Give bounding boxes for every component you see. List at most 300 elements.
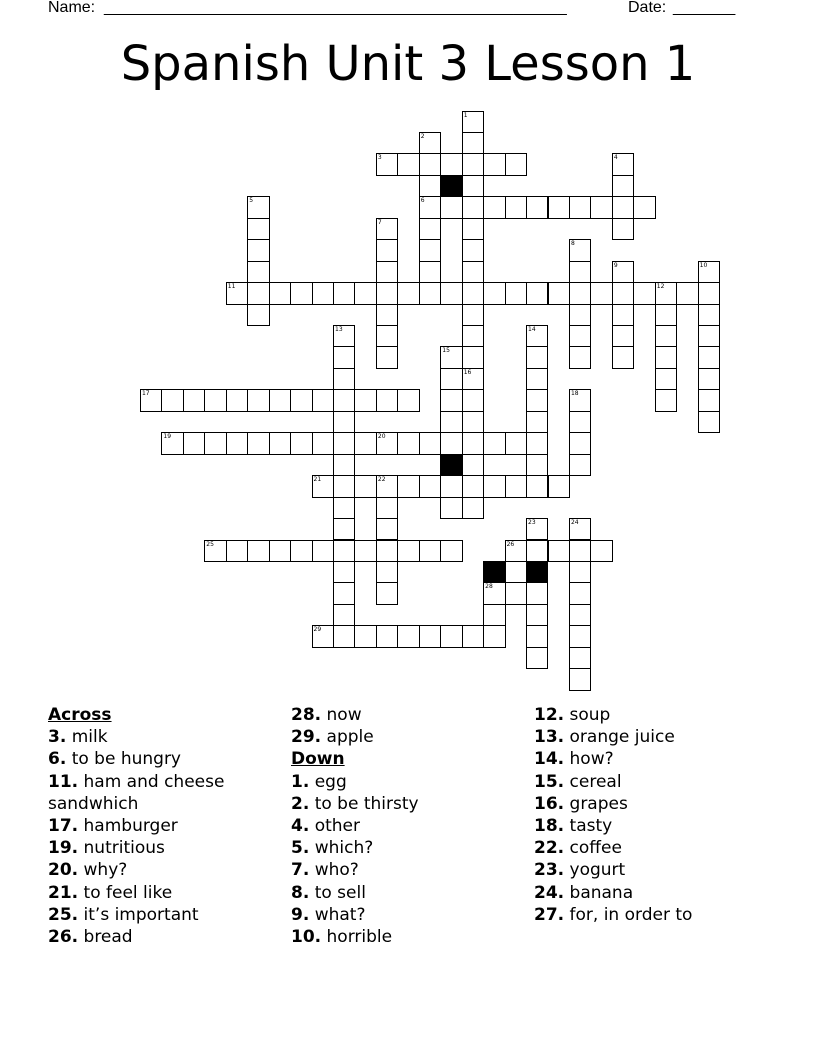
- grid-cell[interactable]: [483, 153, 505, 175]
- clue-item: [291, 882, 511, 904]
- grid-cell[interactable]: [290, 432, 312, 454]
- grid-cell[interactable]: [612, 196, 634, 218]
- grid-cell[interactable]: [269, 432, 291, 454]
- grid-cell[interactable]: [548, 282, 570, 304]
- clue-item-number: 6.: [48, 749, 67, 770]
- grid-cell[interactable]: [397, 540, 419, 562]
- grid-cell[interactable]: [462, 239, 484, 261]
- grid-cell[interactable]: [462, 282, 484, 304]
- grid-cell[interactable]: [462, 304, 484, 326]
- grid-cell[interactable]: [505, 153, 527, 175]
- grid-cell[interactable]: [462, 196, 484, 218]
- clue-number: 11: [227, 283, 236, 291]
- clue-item-number: 13.: [534, 727, 565, 748]
- grid-cell[interactable]: [333, 518, 355, 540]
- grid-cell[interactable]: [290, 540, 312, 562]
- grid-cell[interactable]: [698, 304, 720, 326]
- grid-cell[interactable]: [698, 282, 720, 304]
- grid-cell[interactable]: [333, 582, 355, 604]
- grid-cell[interactable]: [183, 389, 205, 411]
- clue-item-number: 10.: [291, 927, 322, 948]
- grid-cell[interactable]: [333, 540, 355, 562]
- grid-cell[interactable]: [333, 625, 355, 647]
- clue-item: [534, 748, 774, 770]
- grid-cell[interactable]: [354, 432, 376, 454]
- grid-cell[interactable]: [247, 389, 269, 411]
- grid-cell[interactable]: [376, 261, 398, 283]
- clue-item-text: milk: [66, 727, 108, 748]
- grid-cell[interactable]: [397, 475, 419, 497]
- grid-cell[interactable]: [440, 153, 462, 175]
- clue-item: [48, 882, 248, 904]
- grid-cell[interactable]: [526, 540, 548, 562]
- grid-cell[interactable]: [548, 196, 570, 218]
- grid-cell[interactable]: [269, 540, 291, 562]
- clue-item-text: it’s important: [78, 904, 199, 925]
- clue-item-number: 5.: [291, 838, 310, 859]
- grid-cell[interactable]: [569, 668, 591, 690]
- grid-cell[interactable]: [333, 432, 355, 454]
- grid-cell[interactable]: [204, 389, 226, 411]
- grid-cell[interactable]: [419, 432, 441, 454]
- clue-item-text: horrible: [321, 927, 393, 948]
- clue-item-number: 15.: [534, 771, 565, 792]
- grid-cell[interactable]: [312, 432, 334, 454]
- grid-cell[interactable]: [333, 368, 355, 390]
- grid-cell[interactable]: [590, 540, 612, 562]
- grid-cell[interactable]: [462, 346, 484, 368]
- grid-cell[interactable]: [698, 346, 720, 368]
- clue-number: 9: [613, 261, 618, 269]
- clue-item-text: egg: [309, 771, 347, 792]
- name-input-line[interactable]: ____________________________________________________: [104, 0, 567, 16]
- clue-number: 23: [528, 519, 536, 527]
- grid-cell[interactable]: [655, 346, 677, 368]
- grid-cell[interactable]: [676, 282, 698, 304]
- clue-item: [48, 815, 248, 837]
- clue-item-number: 21.: [48, 882, 79, 903]
- clue-number: 15: [442, 347, 450, 355]
- grid-cell[interactable]: [333, 561, 355, 583]
- grid-cell[interactable]: [440, 196, 462, 218]
- clue-number: 22: [377, 476, 386, 484]
- grid-cell[interactable]: [333, 346, 355, 368]
- grid-cell[interactable]: [397, 625, 419, 647]
- grid-cell[interactable]: [376, 582, 398, 604]
- grid-cell[interactable]: [247, 304, 269, 326]
- grid-cell[interactable]: [333, 282, 355, 304]
- grid-cell[interactable]: [548, 540, 570, 562]
- black-cell: [440, 454, 462, 476]
- clue-item: [534, 704, 774, 726]
- clue-item-text: other: [309, 816, 360, 837]
- grid-cell[interactable]: [440, 475, 462, 497]
- grid-cell[interactable]: [397, 282, 419, 304]
- grid-cell[interactable]: [526, 475, 548, 497]
- grid-cell[interactable]: [419, 239, 441, 261]
- clue-item-number: 20.: [48, 860, 79, 881]
- clue-item-text: what?: [309, 904, 366, 925]
- grid-cell[interactable]: [462, 475, 484, 497]
- grid-cell[interactable]: [440, 432, 462, 454]
- grid-cell[interactable]: [376, 325, 398, 347]
- clue-item-number: 16.: [534, 793, 565, 814]
- grid-cell[interactable]: [226, 389, 248, 411]
- grid-cell[interactable]: [397, 153, 419, 175]
- grid-cell[interactable]: [633, 196, 655, 218]
- clue-item-number: 27.: [534, 904, 565, 925]
- clue-number: 2: [420, 132, 425, 140]
- clue-item-text: soup: [564, 705, 611, 725]
- down-clue-list-continued: [534, 704, 774, 926]
- clue-item-number: 25.: [48, 904, 79, 925]
- grid-cell[interactable]: [397, 432, 419, 454]
- grid-cell[interactable]: [612, 346, 634, 368]
- grid-cell[interactable]: [526, 647, 548, 669]
- grid-cell[interactable]: [483, 282, 505, 304]
- grid-cell[interactable]: [590, 196, 612, 218]
- clue-item: [48, 904, 248, 926]
- grid-cell[interactable]: [440, 540, 462, 562]
- clue-item: [291, 837, 511, 859]
- grid-cell[interactable]: [462, 175, 484, 197]
- grid-cell[interactable]: [569, 454, 591, 476]
- clue-item: [291, 726, 511, 748]
- grid-cell[interactable]: [505, 582, 527, 604]
- grid-cell[interactable]: [548, 475, 570, 497]
- clue-item: [534, 837, 774, 859]
- clue-item: [291, 771, 511, 793]
- clue-number: 6: [420, 197, 425, 205]
- clue-item: [291, 815, 511, 837]
- across-heading: Across: [48, 705, 112, 725]
- clue-item-number: 26.: [48, 927, 79, 948]
- page-title: Spanish Unit 3 Lesson 1: [120, 36, 696, 92]
- clue-item-number: 14.: [534, 749, 565, 770]
- clue-item: [291, 904, 511, 926]
- clue-item-text: cereal: [564, 771, 622, 792]
- grid-cell[interactable]: [247, 432, 269, 454]
- grid-cell[interactable]: [505, 475, 527, 497]
- clue-number: 16: [463, 368, 472, 376]
- clue-item-number: 24.: [534, 882, 565, 903]
- grid-cell[interactable]: [419, 175, 441, 197]
- clue-item-text: why?: [78, 860, 128, 881]
- grid-cell[interactable]: [462, 454, 484, 476]
- clue-item: [48, 859, 248, 881]
- clue-item-text: now: [321, 705, 362, 725]
- clue-item: [48, 837, 248, 859]
- grid-cell[interactable]: [312, 389, 334, 411]
- clue-number: 3: [377, 154, 382, 162]
- clue-item-text: banana: [564, 882, 634, 903]
- grid-cell[interactable]: [462, 432, 484, 454]
- grid-cell[interactable]: [526, 346, 548, 368]
- grid-cell[interactable]: [269, 282, 291, 304]
- clue-item-number: 9.: [291, 904, 310, 925]
- name-label: Name:: [48, 0, 96, 16]
- clue-item: [534, 793, 774, 815]
- grid-cell[interactable]: [462, 497, 484, 519]
- grid-cell[interactable]: [612, 282, 634, 304]
- grid-cell[interactable]: [526, 196, 548, 218]
- clue-item-text: to be thirsty: [309, 793, 419, 814]
- grid-cell[interactable]: [376, 540, 398, 562]
- clue-item-number: 7.: [291, 860, 310, 881]
- grid-cell[interactable]: [333, 497, 355, 519]
- grid-cell[interactable]: [376, 625, 398, 647]
- clue-item: [534, 815, 774, 837]
- clue-item-text: apple: [321, 727, 374, 748]
- grid-cell[interactable]: [419, 625, 441, 647]
- clue-item-number: 8.: [291, 882, 310, 903]
- grid-cell[interactable]: [333, 411, 355, 433]
- grid-cell[interactable]: [505, 282, 527, 304]
- grid-cell[interactable]: [462, 153, 484, 175]
- grid-cell[interactable]: [440, 282, 462, 304]
- clue-item: [534, 904, 774, 926]
- clue-item-number: 19.: [48, 838, 79, 859]
- grid-cell[interactable]: [526, 454, 548, 476]
- clue-item-number: 4.: [291, 816, 310, 837]
- grid-cell[interactable]: [333, 389, 355, 411]
- grid-cell[interactable]: [569, 346, 591, 368]
- clue-item-text: grapes: [564, 793, 628, 814]
- clue-item: [534, 771, 774, 793]
- grid-cell[interactable]: [354, 540, 376, 562]
- grid-cell[interactable]: [290, 282, 312, 304]
- clue-number: 13: [335, 326, 343, 333]
- grid-cell[interactable]: [526, 389, 548, 411]
- grid-cell[interactable]: [440, 389, 462, 411]
- across-clue-list-continued: [291, 704, 511, 748]
- grid-cell[interactable]: [698, 325, 720, 347]
- grid-cell[interactable]: [376, 346, 398, 368]
- grid-cell[interactable]: [462, 411, 484, 433]
- clue-number: 26: [506, 540, 515, 548]
- grid-cell[interactable]: [161, 389, 183, 411]
- grid-cell[interactable]: [655, 304, 677, 326]
- grid-cell[interactable]: [569, 325, 591, 347]
- grid-cell[interactable]: [419, 475, 441, 497]
- grid-cell[interactable]: [526, 432, 548, 454]
- date-input-line[interactable]: _______: [673, 0, 736, 16]
- grid-cell[interactable]: [569, 604, 591, 626]
- clue-item-number: 23.: [534, 860, 565, 881]
- grid-cell[interactable]: [462, 325, 484, 347]
- clue-item-text: to be hungry: [66, 749, 181, 770]
- grid-cell[interactable]: [655, 368, 677, 390]
- grid-cell[interactable]: [183, 432, 205, 454]
- grid-cell[interactable]: [483, 604, 505, 626]
- clue-number: 28: [485, 583, 493, 591]
- clue-item-text: bread: [78, 927, 133, 948]
- grid-cell[interactable]: [569, 540, 591, 562]
- grid-cell[interactable]: [612, 325, 634, 347]
- grid-cell[interactable]: [204, 432, 226, 454]
- clue-number: 14: [528, 326, 536, 333]
- clue-item-text: who?: [309, 860, 359, 881]
- clue-item-text: nutritious: [78, 838, 165, 859]
- black-cell: [440, 175, 462, 197]
- grid-cell[interactable]: [483, 196, 505, 218]
- grid-cell[interactable]: [569, 196, 591, 218]
- grid-cell[interactable]: [376, 282, 398, 304]
- grid-cell[interactable]: [376, 304, 398, 326]
- clue-number: 25: [206, 540, 214, 548]
- grid-cell[interactable]: [655, 325, 677, 347]
- grid-cell[interactable]: [462, 389, 484, 411]
- grid-cell[interactable]: [376, 239, 398, 261]
- grid-cell[interactable]: [612, 175, 634, 197]
- clue-item-number: 2.: [291, 793, 310, 814]
- grid-cell[interactable]: [247, 239, 269, 261]
- grid-cell[interactable]: [526, 368, 548, 390]
- clue-item-text: orange juice: [564, 727, 675, 748]
- grid-cell[interactable]: [354, 625, 376, 647]
- clue-number: 18: [570, 390, 579, 398]
- grid-cell[interactable]: [569, 261, 591, 283]
- grid-cell[interactable]: [569, 582, 591, 604]
- clue-number: 29: [313, 626, 322, 634]
- grid-cell[interactable]: [590, 282, 612, 304]
- grid-cell[interactable]: [269, 389, 291, 411]
- clue-item: [48, 926, 248, 948]
- grid-cell[interactable]: [526, 604, 548, 626]
- grid-cell[interactable]: [354, 282, 376, 304]
- grid-cell[interactable]: [526, 625, 548, 647]
- clue-item-text: to sell: [309, 882, 366, 903]
- grid-cell[interactable]: [483, 475, 505, 497]
- grid-cell[interactable]: [247, 282, 269, 304]
- grid-cell[interactable]: [526, 582, 548, 604]
- clue-item: [291, 704, 511, 726]
- clue-item-number: 29.: [291, 727, 322, 748]
- grid-cell[interactable]: [376, 561, 398, 583]
- grid-cell[interactable]: [505, 196, 527, 218]
- clue-item: [291, 926, 511, 948]
- grid-cell[interactable]: [633, 282, 655, 304]
- grid-cell[interactable]: [419, 218, 441, 240]
- grid-cell[interactable]: [569, 282, 591, 304]
- grid-cell[interactable]: [226, 432, 248, 454]
- grid-cell[interactable]: [376, 518, 398, 540]
- grid-cell[interactable]: [612, 304, 634, 326]
- grid-cell[interactable]: [419, 540, 441, 562]
- grid-cell[interactable]: [354, 389, 376, 411]
- grid-cell[interactable]: [462, 218, 484, 240]
- grid-cell[interactable]: [440, 368, 462, 390]
- grid-cell[interactable]: [526, 282, 548, 304]
- clue-item: [48, 748, 248, 770]
- grid-cell[interactable]: [526, 411, 548, 433]
- grid-cell[interactable]: [462, 625, 484, 647]
- grid-cell[interactable]: [290, 389, 312, 411]
- clue-number: 7: [377, 218, 382, 226]
- grid-cell[interactable]: [376, 389, 398, 411]
- grid-cell[interactable]: [569, 304, 591, 326]
- grid-cell[interactable]: [440, 625, 462, 647]
- grid-cell[interactable]: [569, 411, 591, 433]
- clue-item-text: coffee: [564, 838, 622, 859]
- clue-item: [48, 726, 248, 748]
- grid-cell[interactable]: [569, 432, 591, 454]
- clue-number: 24: [570, 519, 579, 527]
- clue-number: 5: [249, 197, 254, 205]
- clue-item-number: 12.: [534, 705, 565, 725]
- grid-cell[interactable]: [505, 432, 527, 454]
- clue-item-text: how?: [564, 749, 614, 770]
- grid-cell[interactable]: [483, 432, 505, 454]
- grid-cell[interactable]: [612, 218, 634, 240]
- clue-number: 10: [699, 261, 708, 269]
- clues-column-1: [48, 704, 248, 948]
- grid-cell[interactable]: [354, 475, 376, 497]
- clue-number: 12: [656, 283, 665, 291]
- clue-item: [534, 726, 774, 748]
- grid-cell[interactable]: [247, 218, 269, 240]
- clue-item-text: for, in order to: [564, 904, 693, 925]
- grid-cell[interactable]: [247, 261, 269, 283]
- grid-cell[interactable]: [698, 411, 720, 433]
- clue-item: [291, 859, 511, 881]
- clue-number: 19: [163, 433, 172, 441]
- clue-item: [534, 882, 774, 904]
- grid-cell[interactable]: [462, 261, 484, 283]
- grid-cell[interactable]: [247, 540, 269, 562]
- grid-cell[interactable]: [226, 540, 248, 562]
- grid-cell[interactable]: [440, 497, 462, 519]
- clue-item-number: 3.: [48, 727, 67, 748]
- clue-number: 8: [570, 240, 575, 248]
- grid-cell[interactable]: [397, 389, 419, 411]
- grid-cell[interactable]: [419, 261, 441, 283]
- clue-item-text: which?: [309, 838, 374, 859]
- grid-cell[interactable]: [312, 282, 334, 304]
- grid-cell[interactable]: [440, 411, 462, 433]
- clues-column-2: [291, 704, 511, 948]
- grid-cell[interactable]: [569, 561, 591, 583]
- clues-column-3: [534, 704, 774, 926]
- black-cell: [526, 561, 548, 583]
- grid-cell[interactable]: [569, 625, 591, 647]
- grid-cell[interactable]: [655, 389, 677, 411]
- grid-cell[interactable]: [462, 132, 484, 154]
- grid-cell[interactable]: [419, 153, 441, 175]
- clue-number: 20: [377, 433, 386, 441]
- grid-cell[interactable]: [419, 282, 441, 304]
- grid-cell[interactable]: [698, 389, 720, 411]
- grid-cell[interactable]: [698, 368, 720, 390]
- across-clue-list: [48, 726, 248, 948]
- clue-number: 1: [463, 111, 468, 119]
- down-heading: Down: [291, 749, 345, 770]
- grid-cell[interactable]: [569, 647, 591, 669]
- clue-item-number: 17.: [48, 816, 79, 837]
- clue-item-text: yogurt: [564, 860, 626, 881]
- grid-cell[interactable]: [312, 540, 334, 562]
- grid-cell[interactable]: [333, 604, 355, 626]
- clue-item-text: hamburger: [78, 816, 178, 837]
- grid-cell[interactable]: [333, 454, 355, 476]
- clue-item-text: ham and cheese sandwhich: [48, 771, 225, 814]
- clue-item: [534, 859, 774, 881]
- grid-cell[interactable]: [333, 475, 355, 497]
- grid-cell[interactable]: [376, 497, 398, 519]
- clue-item-number: 11.: [48, 771, 79, 792]
- grid-cell[interactable]: [483, 625, 505, 647]
- date-label: Date:: [628, 0, 667, 16]
